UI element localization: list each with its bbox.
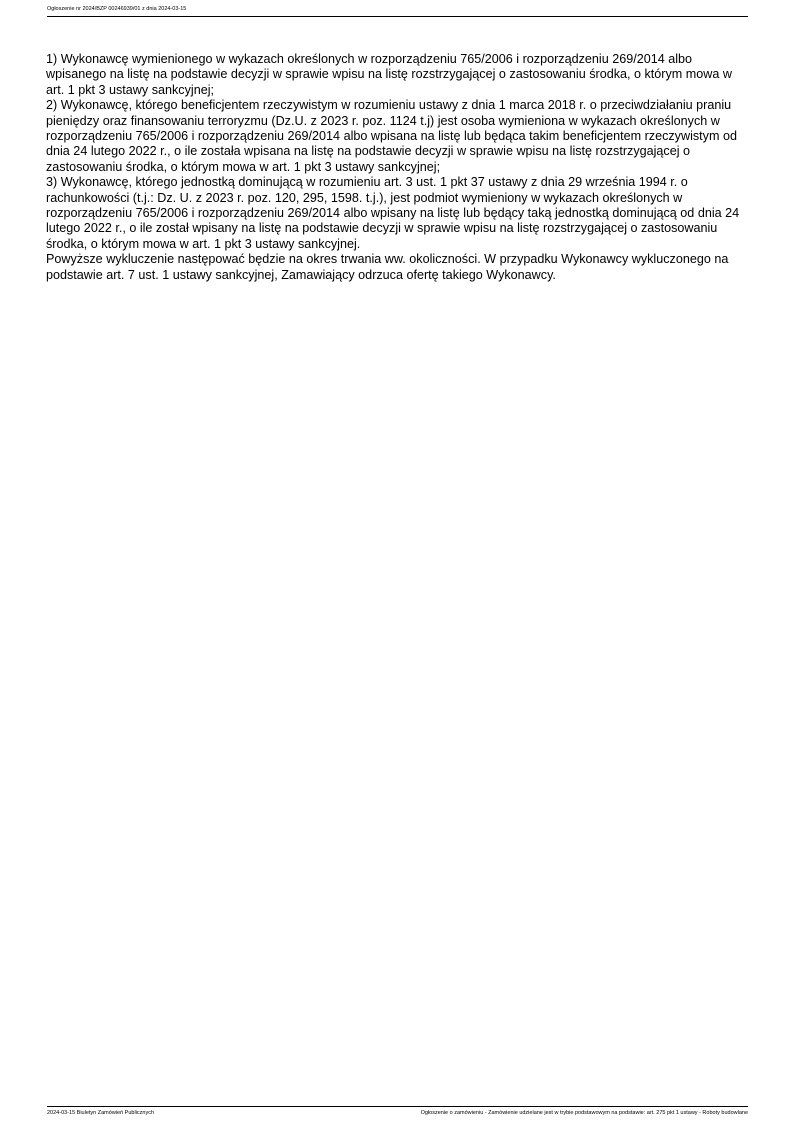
page-header (47, 6, 748, 17)
paragraph-exclusion-2: 2) Wykonawcę, którego beneficjentem rzeczywistym w rozumieniu ustawy z dnia 1 marca 2018 r. o przeciwdziałaniu praniu pieniędzy oraz finansowaniu terroryzmu (Dz.U. z 2023 r. poz. 1124 t.j) jest osoba wymieniona w wykazach określonych w rozporządzeniu 765/2006 i rozporządzeniu 269/2014 albo wpisana na listę lub będąca takim beneficjentem rzeczywistym od dnia 24 lutego 2022 r., o ile została wpisana na listę na podstawie decyzji w sprawie wpisu na listę rozstrzygającej o zastosowaniu środka, o którym mowa w art. 1 pkt 3 ustawy sankcyjnej; (46, 98, 737, 174)
announcement-number: Ogłoszenie nr 2024/BZP 00246939/01 z dnia 2024-03-15 (47, 6, 187, 12)
paragraph-exclusion-summary: Powyższe wykluczenie następować będzie na okres trwania ww. okoliczności. W przypadku Wykonawcy wykluczonego na podstawie art. 7 ust. 1 ustawy sankcyjnej, Zamawiający odrzuca ofertę takiego Wykonawcy. (46, 252, 729, 282)
document-body (46, 52, 752, 283)
page-footer (47, 1106, 748, 1119)
footer-notice-type: Ogłoszenie o zamówieniu - Zamówienie udzielane jest w trybie podstawowym na podstawie: art. 275 pkt 1 ustawy - Roboty budowlane (420, 1110, 748, 1116)
footer-publication: 2024-03-15 Biuletyn Zamówień Publicznych (47, 1110, 155, 1116)
paragraph-exclusion-3: 3) Wykonawcę, którego jednostką dominującą w rozumieniu art. 3 ust. 1 pkt 37 ustawy z dnia 29 września 1994 r. o rachunkowości (t.j.: Dz. U. z 2023 r. poz. 120, 295, 1598. t.j.), jest podmiot wymieniony w wykazach określonych w rozporządzeniu 765/2006 i rozporządzeniu 269/2014 albo wpisany na listę lub będący taką jednostką dominującą od dnia 24 lutego 2022 r., o ile został wpisany na listę na podstawie decyzji w sprawie wpisu na listę rozstrzygającej o zastosowaniu środka, o którym mowa w art. 1 pkt 3 ustawy sankcyjnej. (46, 175, 740, 251)
paragraph-exclusion-1: 1) Wykonawcę wymienionego w wykazach określonych w rozporządzeniu 765/2006 i rozporządzeniu 269/2014 albo wpisanego na listę na podstawie decyzji w sprawie wpisu na listę rozstrzygającej o zastosowaniu środka, o którym mowa w art. 1 pkt 3 ustawy sankcyjnej; (46, 52, 732, 97)
